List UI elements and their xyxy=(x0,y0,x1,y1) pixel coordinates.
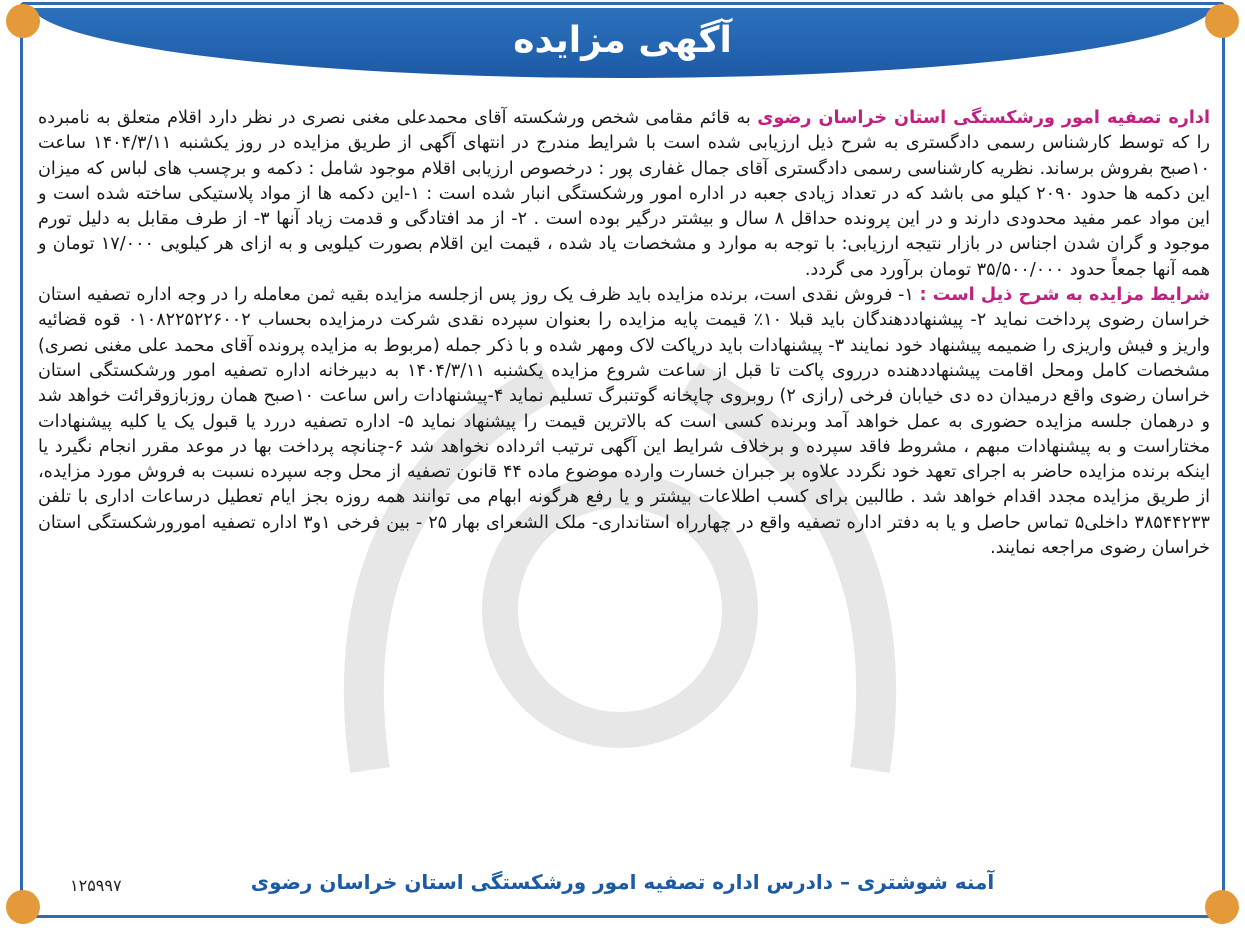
corner-dot xyxy=(1205,890,1239,924)
ad-body xyxy=(38,106,1210,561)
corner-dot xyxy=(1205,4,1239,38)
ad-code: ۱۲۵۹۹۷ xyxy=(70,876,122,895)
page-title: آگهی مزایده xyxy=(513,20,732,61)
signature: آمنه شوشتری – دادرس اداره تصفیه امور ورشکستگی استان خراسان رضوی xyxy=(250,870,995,894)
corner-dot xyxy=(6,890,40,924)
corner-dot xyxy=(6,4,40,38)
conditions-text: ۱- فروش نقدی است، برنده مزایده باید ظرف یک روز پس ازجلسه مزایده بقیه ثمن معامله را در وجه اداره تصفیه استان خراسان رضوی پرداخت نماید ۲- پیشنهاددهندگان باید قبلا ۱۰٪ قیمت پایه مزایده را بعنوان سپرده نقدی شرکت درمزایده بحساب ۰۱۰۸۲۲۵۲۲۶۰۰۲ قوه قضائیه واریز و فیش واریزی را ضمیمه پیشنهاد خود نمایند ۳- پیشنهادات باید درپاکت لاک ومهر شده و با ذکر جمله (مربوط به مزایده پرونده آقای محمد علی مغنی نصری) مشخصات کامل ومحل اقامت پیشنهاددهنده درروی پاکت تا قبل از ساعت شروع مزایده یکشنبه ۱۴۰۴/۳/۱۱ به دبیرخانه اداره تصفیه امور ورشکستگی استان خراسان رضوی واقع درمیدان ده دی خیابان فرخی (رازی ۲) روبروی چاپخانه گوتنبرگ تسلیم نماید ۴-پیشنهادات راس ساعت ۱۰صبح همان روزبازوقرائت خواهد شد و درهمان جلسه مزایده حضوری به عمل خواهد آمد وبرنده کسی است که بالاترین قیمت را پیشنهاد نماید ۵- اداره تصفیه دررد یا قبول یک یا کلیه پیشنهادات مختاراست و به پیشنهادات مبهم ، مشروط فاقد سپرده و برخلاف شرایط این آگهی ترتیب اثرداده نخواهد شد ۶-چنانچه پرداخت بها در موعد مقرر انجام نگیرد یا اینکه برنده مزایده حاضر به اجرای تعهد خود نگردد علاوه بر جبران خسارت وارده موضوع ماده ۴۴ قانون تصفیه از محل وجه سپرده نسبت به فروش مورد مزایده، از طریق مزایده مجدد اقدام خواهد شد . طالبین برای کسب اطلاعات بیشتر و یا رفع هرگونه ابهام می توانند همه روزه بجز ایام تعطیل درساعات اداری با تلفن ۳۸۵۴۴۲۳۳ داخلی۵ تماس حاصل و یا به دفتر اداره تصفیه واقع در چهارراه استانداری- ملک الشعرای بهار ۲۵ - بین فرخی ۱و۳ اداره تصفیه امورورشکستگی استان خراسان رضوی مراجعه نمایند. xyxy=(38,285,1211,559)
conditions-heading: شرایط مزایده به شرح ذیل است : xyxy=(919,285,1211,306)
office-name: اداره تصفیه امور ورشکستگی استان خراسان رضوی xyxy=(757,108,1210,128)
header-banner xyxy=(30,8,1215,80)
conditions-paragraph xyxy=(38,283,1210,561)
intro-paragraph xyxy=(38,106,1210,283)
footer xyxy=(30,870,1215,902)
intro-text: به قائم مقامی شخص ورشکسته آقای محمدعلی مغنی نصری در نظر دارد اقلام متعلق به نامبرده را که توسط کارشناس رسمی دادگستری به شرح ذیل ارزیابی شده است با شرایط مندرج در انتهای آگهی از طریق مزایده در روز یکشنبه ۱۴۰۴/۳/۱۱ ساعت ۱۰صبح بفروش برساند. نظریه کارشناسی رسمی دادگستری آقای جمال غفاری پور : درخصوص ارزیابی اقلام موجود شامل : دکمه و برچسب های لباس که میزان این دکمه ها حدود ۲۰۹۰ کیلو می باشد که در تعداد زیادی جعبه در اداره امور ورشکستگی انبار شده است : ۱-این دکمه ها از مواد پلاستیکی ساخته شده است و این مواد عمر مفید محدودی دارند و در این پرونده حداقل ۸ سال و بیشتر درگیر بوده است . ۲- از مد افتادگی و قدمت زیاد آنها ۳- از طرف مقابل به دلیل تورم موجود و گران شدن اجناس در بازار نتیجه ارزیابی: با توجه به موارد و مشخصات یاد شده ، قیمت این اقلام بصورت کیلویی و به ازای هر کیلویی ۱۷/۰۰۰ تومان و همه آنها جمعاً حدود ۳۵/۵۰۰/۰۰۰ تومان برآورد می گردد. xyxy=(38,108,1211,280)
